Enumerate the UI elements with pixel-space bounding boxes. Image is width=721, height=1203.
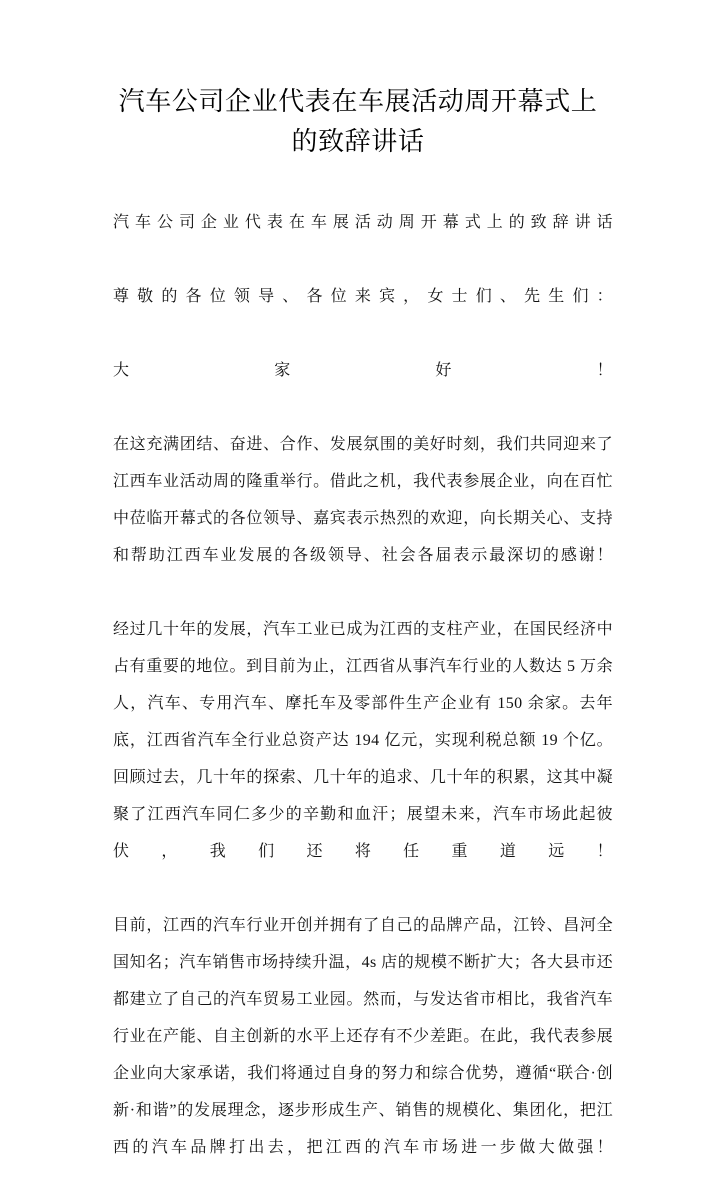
paragraph-5: 经过几十年的发展，汽车工业已成为江西的支柱产业，在国民经济中占有重要的地位。到目前为止，江西省从事汽车行业的人数达 5 万余人，汽车、专用汽车、摩托车及零部件生产企业有 150 余家。去年底，江西省汽车全行业总资产达 194 亿元，实现利税总额 19 个亿。回顾过去，几十年的探索、几十年的追求、几十年的积累，这其中凝聚了江西汽车同仁多少的辛勤和血汗；展望未来，汽车市场此起彼伏，我们还将任重道远！ xyxy=(113,621,613,860)
document-body xyxy=(113,204,613,1203)
paragraph-6: 目前，江西的汽车行业开创并拥有了自己的品牌产品，江铃、昌河全国知名；汽车销售市场持续升温，4s 店的规模不断扩大；各大县市还都建立了自己的汽车贸易工业园。然而，与发达省市相比，我省汽车行业在产能、自主创新的水平上还存有不少差距。在此，我代表参展企业向大家承诺，我们将通过自身的努力和综合优势，遵循“联合·创新·和谐”的发展理念，逐步形成生产、销售的规模化、集团化，把江西的汽车品牌打出去，把江西的汽车市场进一步做大做强！ xyxy=(113,917,613,1156)
paragraph-4: 在这充满团结、奋进、合作、发展氛围的美好时刻，我们共同迎来了江西车业活动周的隆重举行。借此之机，我代表参展企业，向在百忙中莅临开幕式的各位领导、嘉宾表示热烈的欢迎，向长期关心、支持和帮助江西车业发展的各级领导、社会各届表示最深切的感谢！ xyxy=(113,436,613,564)
page-title: 汽车公司企业代表在车展活动周开幕式上的致辞讲话 xyxy=(118,87,598,156)
paragraph-3: 大家好！ xyxy=(113,362,613,379)
paragraph-1: 汽车公司企业代表在车展活动周开幕式上的致辞讲话 xyxy=(113,214,613,231)
paragraph-2: 尊敬的各位领导、各位来宾，女士们、先生们： xyxy=(113,288,613,305)
